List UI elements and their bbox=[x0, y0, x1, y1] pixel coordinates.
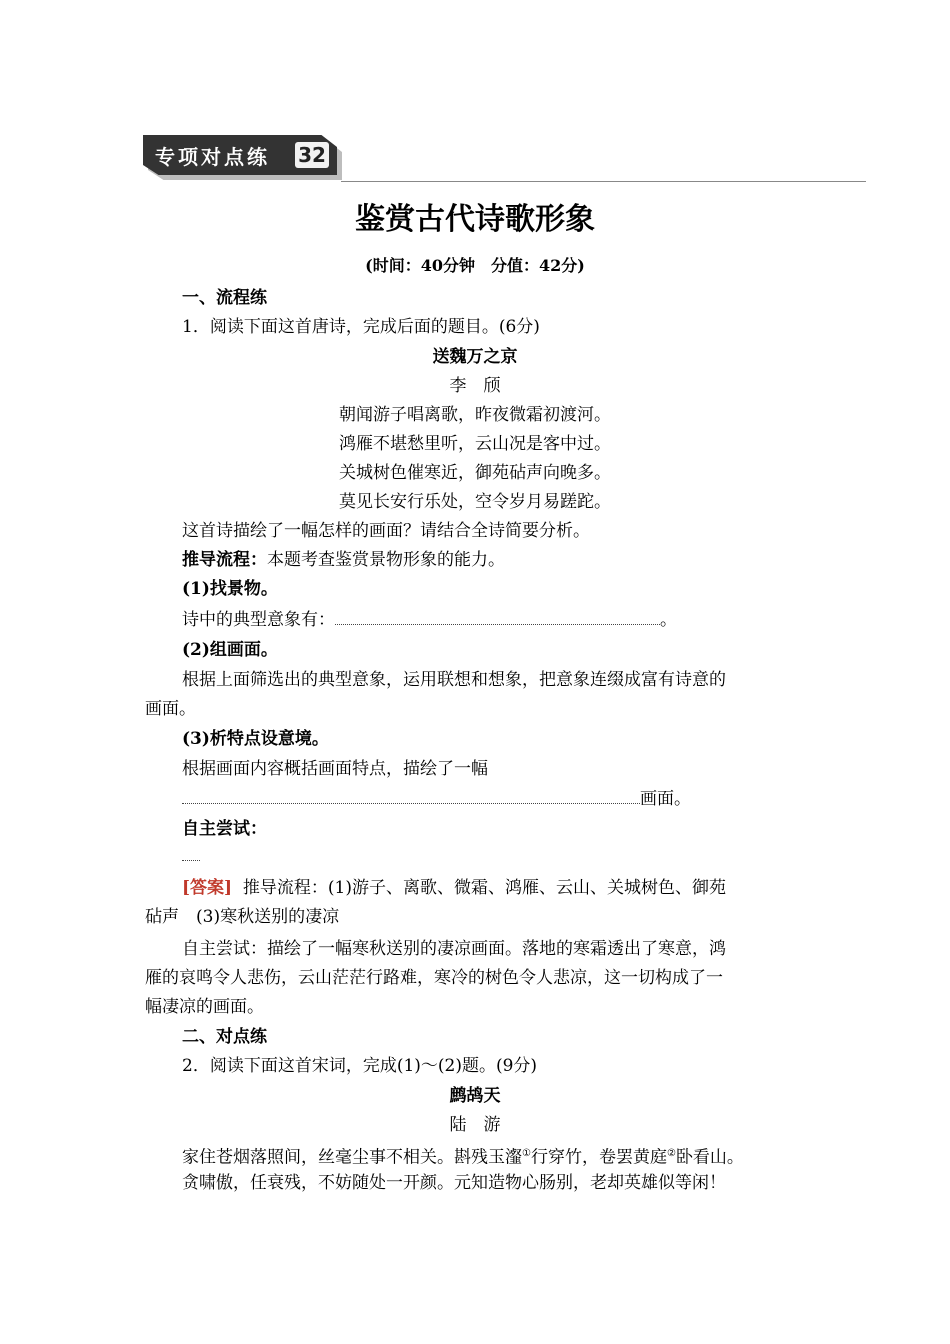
poem2-line: 贪啸傲，任衰残，不妨随处一开颜。元知造物心肠别，老却英雄似等闲！ bbox=[182, 1173, 726, 1193]
answer-line bbox=[182, 876, 726, 900]
poem2-text: 行穿竹，卷罢黄庭 bbox=[530, 1147, 667, 1168]
banner-label: 专项对点练 bbox=[155, 145, 270, 169]
footnote-marker: ② bbox=[666, 1148, 676, 1159]
poem1-line: 朝闻游子唱离歌，昨夜微霜初渡河。 bbox=[339, 405, 611, 425]
step3-text: 根据画面内容概括画面特点，描绘了一幅 bbox=[182, 759, 488, 779]
q1-prompt: 1．阅读下面这首唐诗，完成后面的题目。(6分) bbox=[182, 317, 540, 337]
poem2-title: 鹧鸪天 bbox=[449, 1086, 501, 1106]
header-rule bbox=[341, 181, 866, 182]
section1-heading: 一、流程练 bbox=[182, 288, 267, 308]
step2-heading: (2)组画面。 bbox=[182, 640, 278, 660]
self-try-answer-blank[interactable] bbox=[182, 860, 200, 861]
answer-line: 自主尝试：描绘了一幅寒秋送别的凄凉画面。落地的寒霜透出了寒意，鸿 bbox=[182, 939, 726, 959]
poem1-title: 送魏万之京 bbox=[432, 347, 518, 367]
poem2-text: 卧看山。 bbox=[675, 1147, 744, 1168]
page-title: 鉴赏古代诗歌形象 bbox=[355, 202, 595, 237]
poem1-author: 李 颀 bbox=[449, 376, 501, 396]
section2-heading: 二、对点练 bbox=[182, 1027, 267, 1047]
step1-end: 。 bbox=[660, 610, 677, 630]
q1-question: 这首诗描绘了一幅怎样的画面？请结合全诗简要分析。 bbox=[182, 521, 590, 541]
answer-line: 砧声 (3)寒秋送别的凄凉 bbox=[145, 907, 340, 927]
step1-heading: (1)找景物。 bbox=[182, 579, 278, 599]
banner-number: 32 bbox=[295, 142, 329, 168]
poem1-line: 关城树色催寒近，御苑砧声向晚多。 bbox=[339, 463, 611, 483]
answer-line: 雁的哀鸣令人悲伤，云山茫茫行路难，寒冷的树色令人悲凉，这一切构成了一 bbox=[145, 968, 723, 988]
step1-answer-blank[interactable] bbox=[335, 608, 660, 625]
answer-line: 幅凄凉的画面。 bbox=[145, 997, 264, 1017]
flow-text: 本题考查鉴赏景物形象的能力。 bbox=[267, 550, 505, 570]
answer-text: 推导流程：(1)游子、离歌、微霜、鸿雁、云山、关城树色、御苑 bbox=[242, 878, 726, 898]
step3-line bbox=[182, 787, 691, 811]
q2-prompt: 2．阅读下面这首宋词，完成(1)～(2)题。(9分) bbox=[182, 1056, 538, 1076]
step1-text: 诗中的典型意象有： bbox=[182, 610, 335, 630]
answer-tag: [答案] bbox=[182, 878, 233, 898]
step3-heading: (3)析特点设意境。 bbox=[182, 729, 329, 749]
poem2-line bbox=[182, 1142, 744, 1170]
section-banner bbox=[143, 135, 341, 179]
step1-line bbox=[182, 608, 677, 632]
step3-end: 画面。 bbox=[640, 789, 691, 809]
footnote-marker: ① bbox=[522, 1148, 531, 1159]
self-try-label: 自主尝试： bbox=[182, 819, 267, 839]
step3-answer-blank[interactable] bbox=[182, 787, 640, 804]
poem2-text: 家住苍烟落照间，丝毫尘事不相关。斟残玉瀣 bbox=[182, 1147, 522, 1168]
flow-intro bbox=[182, 548, 505, 572]
flow-label: 推导流程： bbox=[182, 550, 267, 570]
poem1-line: 鸿雁不堪愁里听，云山况是客中过。 bbox=[339, 434, 611, 454]
poem1-line: 莫见长安行乐处，空令岁月易蹉跎。 bbox=[339, 492, 611, 512]
poem2-author: 陆 游 bbox=[449, 1115, 501, 1135]
step2-text: 根据上面筛选出的典型意象，运用联想和想象，把意象连缀成富有诗意的 bbox=[182, 670, 726, 690]
step2-text-cont: 画面。 bbox=[145, 699, 196, 719]
time-score-info: (时间：40分钟 分值：42分) bbox=[365, 256, 585, 275]
